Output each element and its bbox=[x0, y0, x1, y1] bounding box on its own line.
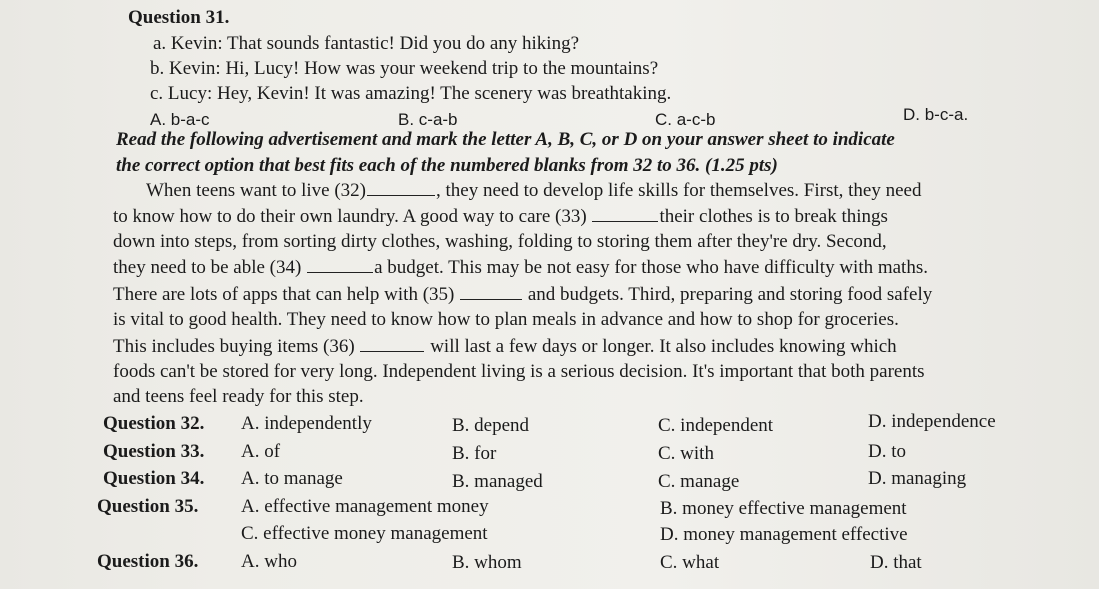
q34-option-c: C. manage bbox=[658, 471, 740, 492]
q32-option-c: C. independent bbox=[658, 415, 774, 436]
passage-line-4 bbox=[113, 257, 928, 279]
q36-option-a: A. who bbox=[241, 551, 297, 572]
q34-option-a: A. to manage bbox=[241, 468, 343, 489]
q35-option-d: D. money management effective bbox=[660, 524, 908, 545]
passage-line-3: down into steps, from sorting dirty clothes, washing, folding to storing them after they're dry. Second, bbox=[113, 231, 887, 252]
q31-option-b: B. c-a-b bbox=[398, 110, 458, 129]
passage-text: There are lots of apps that can help with (35) bbox=[113, 284, 455, 305]
q36-option-c: C. what bbox=[660, 552, 720, 573]
dialogue-line-c: c. Lucy: Hey, Kevin! It was amazing! The scenery was breathtaking. bbox=[150, 83, 672, 104]
q34-option-d: D. managing bbox=[868, 468, 967, 489]
blank-35 bbox=[460, 284, 522, 300]
passage-text: they need to be able (34) bbox=[113, 257, 302, 278]
question-32-label: Question 32. bbox=[103, 413, 205, 434]
q33-option-b: B. for bbox=[452, 443, 497, 464]
passage-text: will last a few days or longer. It also includes knowing which bbox=[430, 336, 897, 357]
q31-option-d: D. b-c-a. bbox=[903, 105, 969, 124]
q33-option-d: D. to bbox=[868, 441, 906, 462]
passage-text: and budgets. Third, preparing and storing food safely bbox=[527, 284, 933, 305]
instruction-line-1: Read the following advertisement and mark the letter A, B, C, or D on your answer sheet to indicate bbox=[116, 129, 895, 150]
q32-option-b: B. depend bbox=[452, 415, 530, 436]
dialogue-line-b: b. Kevin: Hi, Lucy! How was your weekend trip to the mountains? bbox=[150, 58, 659, 79]
q33-option-c: C. with bbox=[658, 443, 714, 464]
blank-34 bbox=[307, 257, 373, 273]
blank-33 bbox=[592, 206, 658, 222]
passage-text: , they need to develop life skills for themselves. First, they need bbox=[436, 180, 922, 201]
q35-option-a: A. effective management money bbox=[241, 496, 489, 517]
passage-line-5 bbox=[113, 284, 932, 306]
passage-line-8: foods can't be stored for very long. Independent living is a serious decision. It's important that both parents bbox=[113, 361, 925, 382]
question-36-label: Question 36. bbox=[97, 551, 199, 572]
blank-32 bbox=[367, 180, 435, 196]
q36-option-b: B. whom bbox=[452, 552, 522, 573]
passage-text: a budget. This may be not easy for those who have difficulty with maths. bbox=[374, 257, 928, 278]
instruction-line-2: the correct option that best fits each of the numbered blanks from 32 to 36. (1.25 pts) bbox=[116, 155, 778, 176]
question-34-label: Question 34. bbox=[103, 468, 205, 489]
q32-option-d: D. independence bbox=[868, 411, 996, 432]
blank-36 bbox=[360, 336, 424, 352]
passage-text: to know how to do their own laundry. A good way to care (33) their clothes is to break things bbox=[113, 206, 888, 227]
question-33-label: Question 33. bbox=[103, 441, 205, 462]
passage-text: This includes buying items (36) bbox=[113, 336, 355, 357]
q34-option-b: B. managed bbox=[452, 471, 543, 492]
question-31-title: Question 31. bbox=[128, 7, 230, 28]
q33-option-a: A. of bbox=[241, 441, 281, 462]
q35-option-c: C. effective money management bbox=[241, 523, 488, 544]
q31-option-a: A. b-a-c bbox=[150, 110, 210, 129]
dialogue-line-a: a. Kevin: That sounds fantastic! Did you do any hiking? bbox=[153, 33, 580, 54]
passage-line-1 bbox=[146, 180, 921, 202]
q36-option-d: D. that bbox=[870, 552, 922, 573]
passage-text: When teens want to live (32) bbox=[146, 180, 367, 201]
passage-line-6: is vital to good health. They need to know how to plan meals in advance and how to shop for groceries. bbox=[113, 309, 899, 330]
q32-option-a: A. independently bbox=[241, 413, 372, 434]
q35-option-b: B. money effective management bbox=[660, 498, 907, 519]
passage-line-9: and teens feel ready for this step. bbox=[113, 386, 364, 407]
q31-option-c: C. a-c-b bbox=[655, 110, 716, 129]
passage-line-7 bbox=[113, 336, 897, 358]
passage-line-2 bbox=[113, 206, 1093, 228]
question-35-label: Question 35. bbox=[97, 496, 199, 517]
